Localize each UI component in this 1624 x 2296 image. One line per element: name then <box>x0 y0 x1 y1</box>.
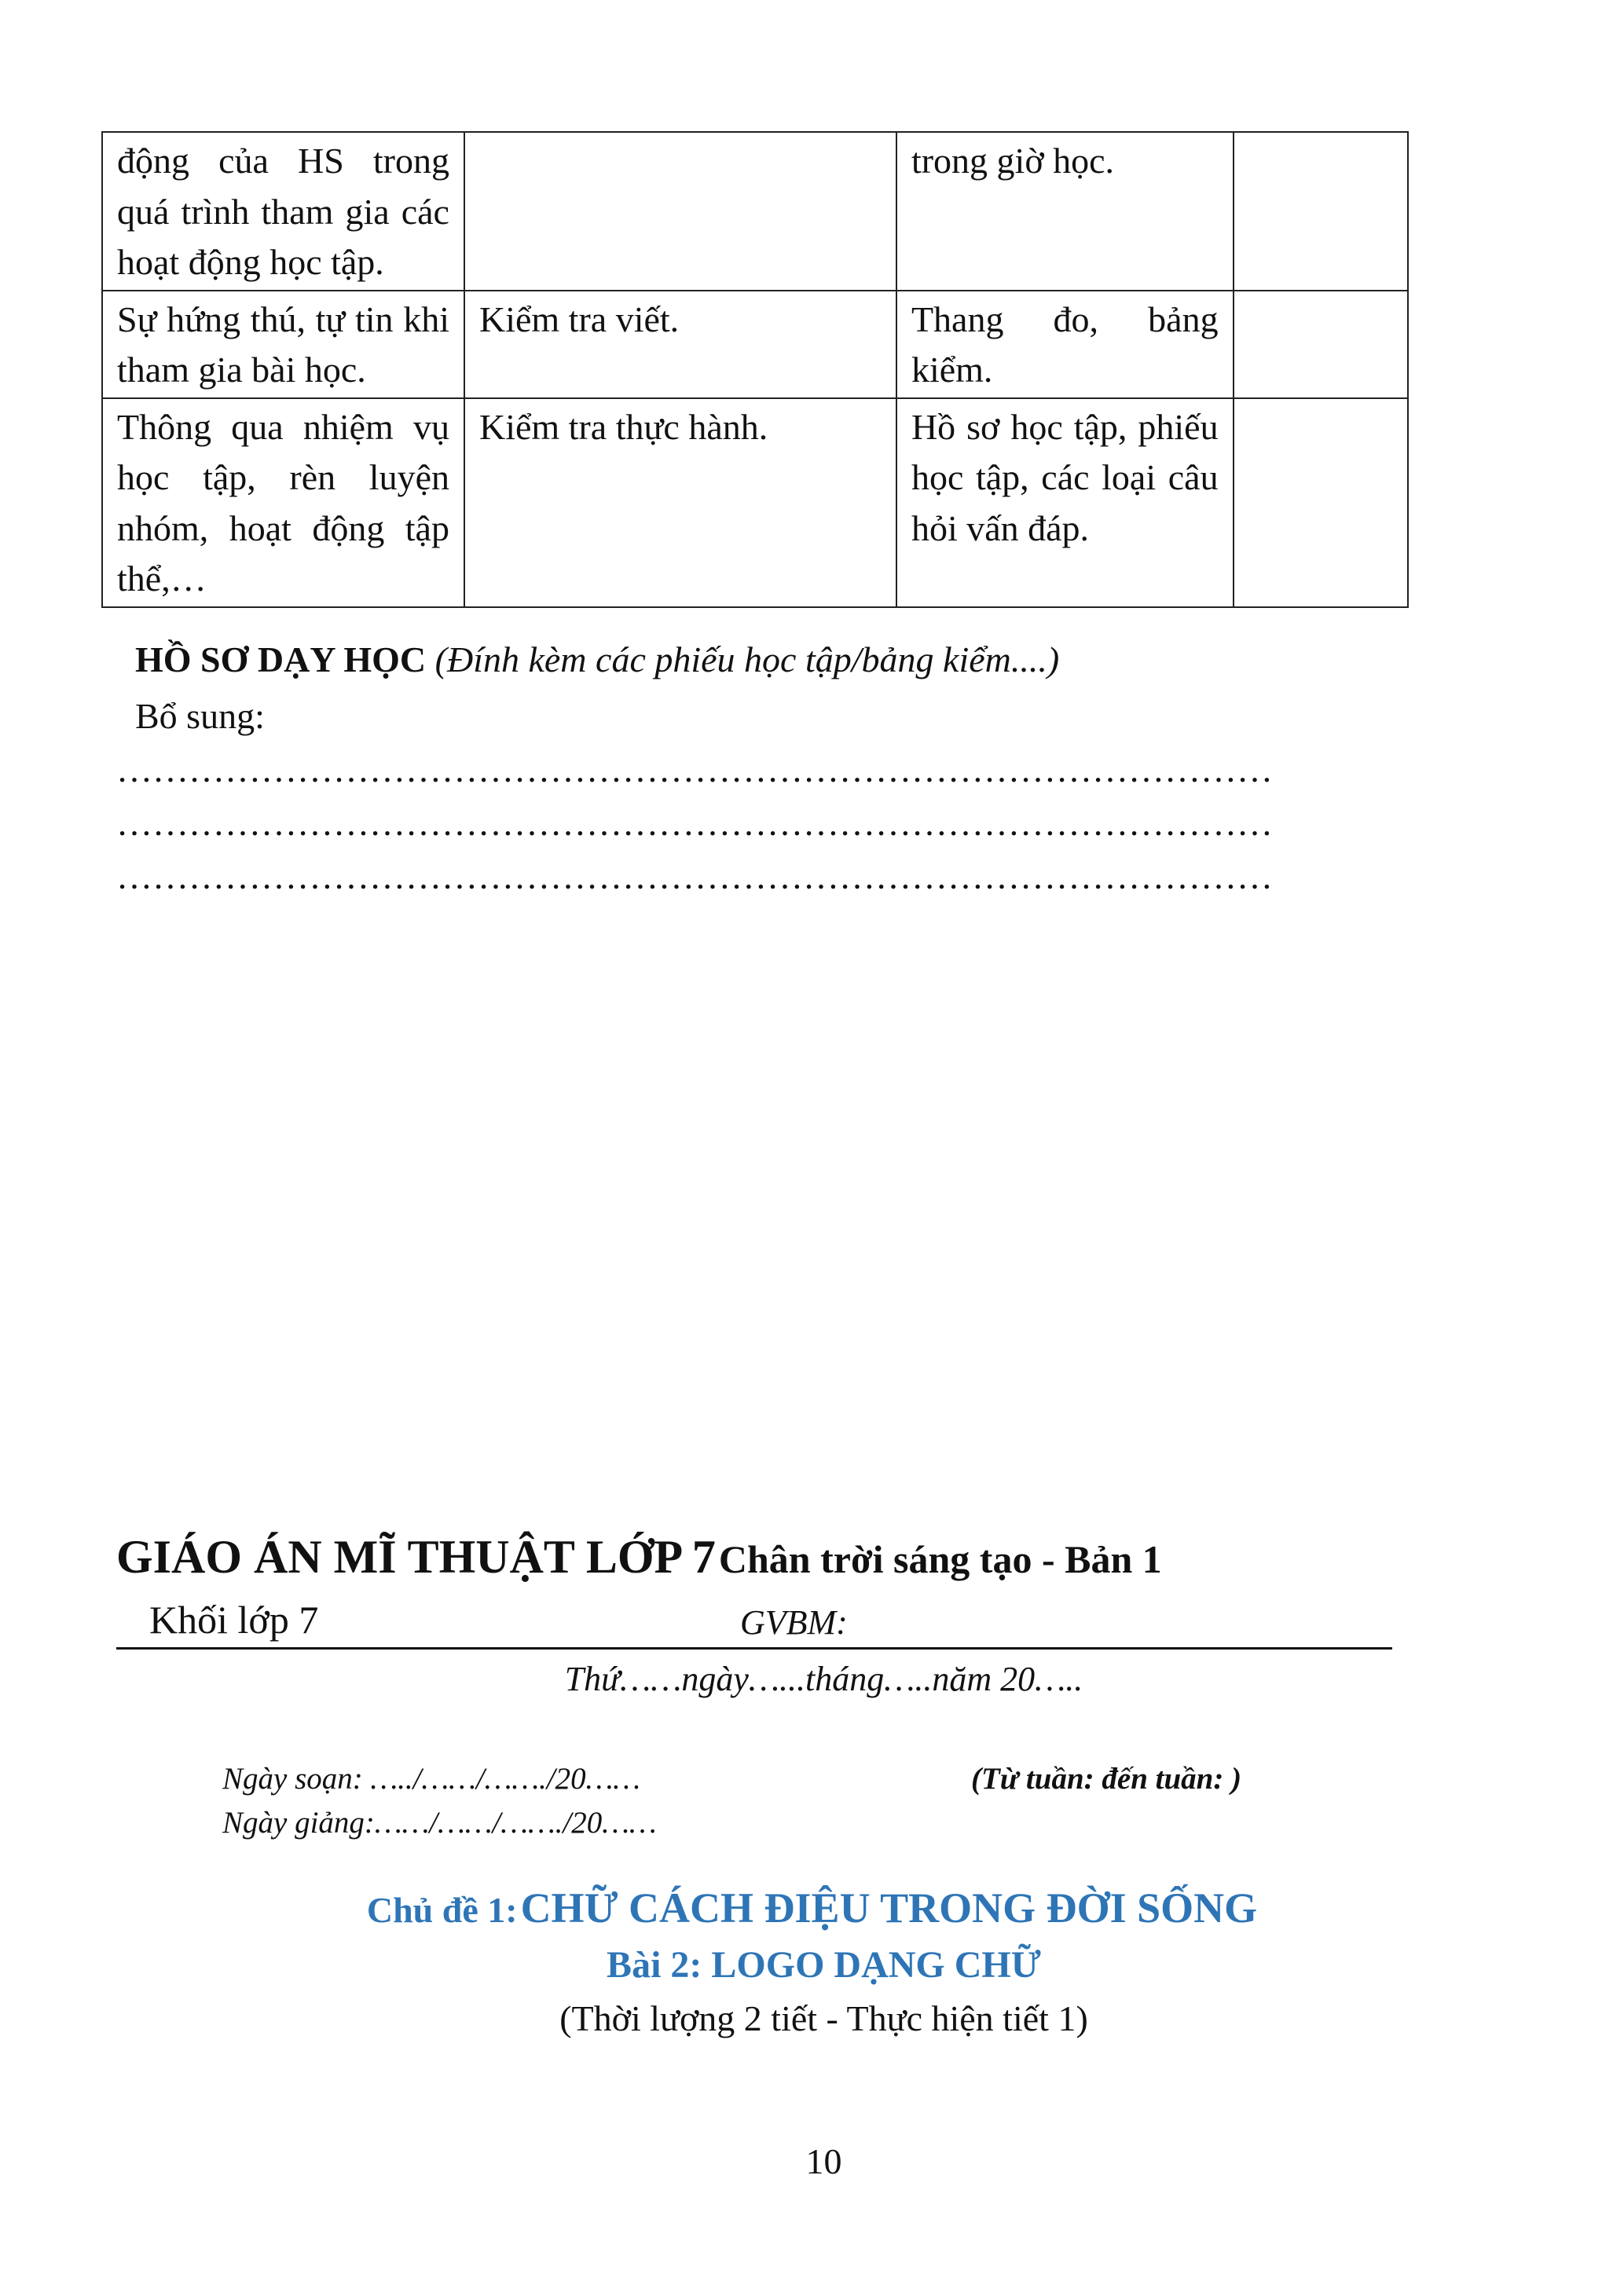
assessment-table <box>101 131 1409 608</box>
chu-de-title: CHỮ CÁCH ĐIỆU TRONG ĐỜI SỐNG <box>520 1884 1258 1932</box>
table-cell: Sự hứng thú, tự tin khi tham gia bài học. <box>102 291 464 398</box>
table-row <box>102 398 1408 607</box>
page-title <box>116 1530 1162 1584</box>
table-cell <box>464 132 896 291</box>
ho-so-label: HỒ SƠ DẠY HỌC <box>135 639 427 679</box>
table-cell <box>1234 291 1408 398</box>
table-cell <box>1234 132 1408 291</box>
gvbm-label: GVBM: <box>740 1603 848 1642</box>
table-row <box>102 132 1408 291</box>
dotted-line: …………………………………………………………………………………… <box>116 856 1273 896</box>
chu-de-prefix: Chủ đề 1: <box>366 1890 518 1930</box>
table-cell: trong giờ học. <box>896 132 1234 291</box>
khoi-lop: Khối lớp 7 <box>149 1598 319 1642</box>
header-divider <box>116 1647 1392 1650</box>
table-cell: Kiểm tra thực hành. <box>464 398 896 607</box>
title-sub: Chân trời sáng tạo - Bản 1 <box>718 1537 1162 1581</box>
thoi-luong: (Thời lượng 2 tiết - Thực hiện tiết 1) <box>559 1998 1088 2038</box>
page-number: 10 <box>805 2141 842 2181</box>
dotted-line: …………………………………………………………………………………… <box>116 803 1273 843</box>
dotted-line: …………………………………………………………………………………… <box>116 749 1273 789</box>
bai-heading: Bài 2: LOGO DẠNG CHỮ <box>607 1944 1041 1986</box>
ngay-giang: Ngày giảng:……/……/……./20…… <box>222 1806 657 1840</box>
table-cell <box>1234 398 1408 607</box>
bo-sung-label: Bổ sung: <box>135 696 265 736</box>
table-cell: Thang đo, bảng kiểm. <box>896 291 1234 398</box>
ngay-soan: Ngày soạn: …../……/……./20…… <box>222 1762 640 1796</box>
table-cell: Thông qua nhiệm vụ học tập, rèn luyện nhóm, hoạt động tập thể,… <box>102 398 464 607</box>
chu-de-heading <box>0 1884 1624 1932</box>
ho-so-day-hoc <box>135 635 1059 685</box>
date-line: Thứ……ngày…...tháng…..năm 20….. <box>564 1660 1083 1698</box>
table-cell: động của HS trong quá trình tham gia các hoạt động học tập. <box>102 132 464 291</box>
table-row <box>102 291 1408 398</box>
ho-so-note: (Đính kèm các phiếu học tập/bảng kiểm....) <box>434 639 1060 679</box>
tu-tuan: (Từ tuần: đến tuần: ) <box>971 1762 1242 1796</box>
table-cell: Hồ sơ học tập, phiếu học tập, các loại câu hỏi vấn đáp. <box>896 398 1234 607</box>
table-cell: Kiểm tra viết. <box>464 291 896 398</box>
title-main: GIÁO ÁN MĨ THUẬT LỚP 7 <box>116 1531 716 1583</box>
